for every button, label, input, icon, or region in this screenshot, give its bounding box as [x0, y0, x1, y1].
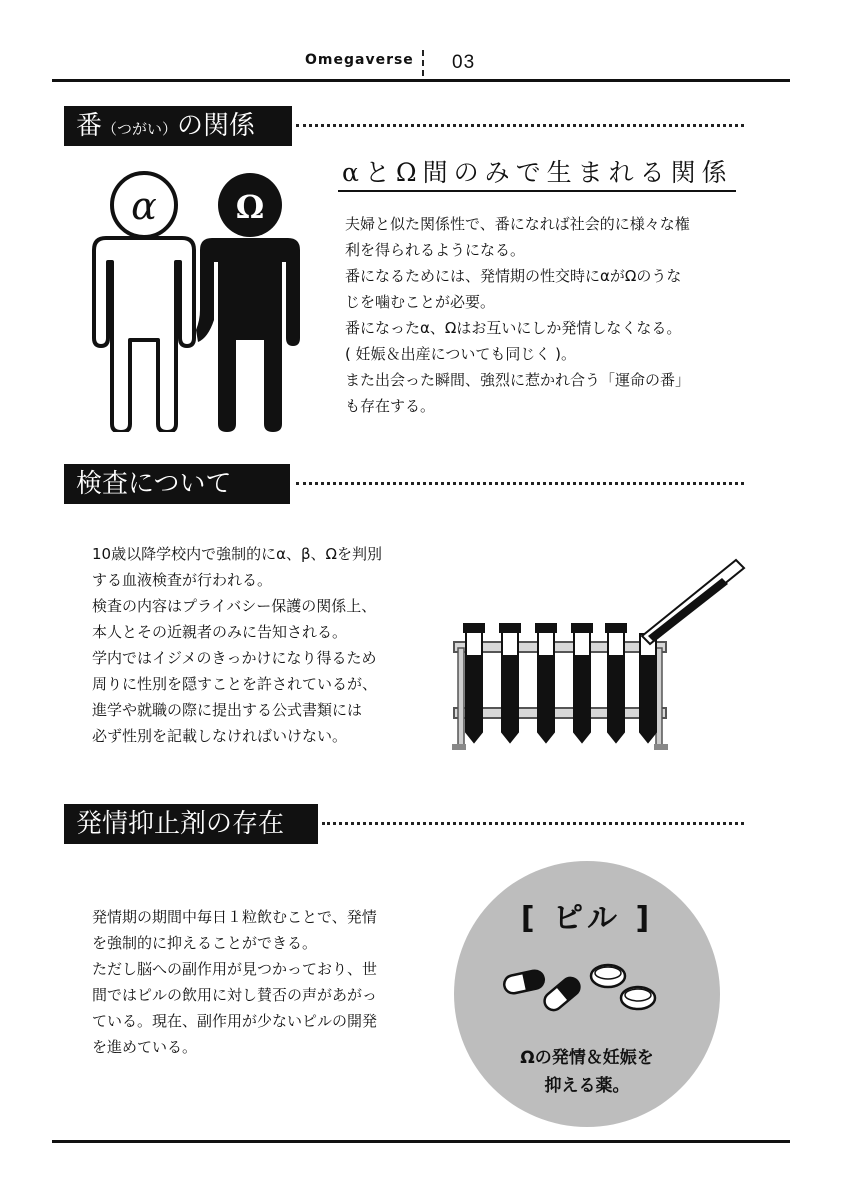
blood-test-tubes-icon	[452, 556, 750, 756]
omega-person-icon	[196, 173, 300, 432]
section1-subheading: αとΩ間のみで生まれる関係	[342, 158, 733, 187]
footer-rule	[52, 1140, 790, 1143]
section1-body: 夫婦と似た関係性で、番になれば社会的に様々な権 利を得られるようになる。 番になるためには、発情期の性交時にαがΩのうな じを噛むことが必要。 番になったα、Ωはお互いにしか発情しなくなる。 ( 妊娠＆出産についても同じく )。 また出会った瞬間、強烈に惹かれ合う「運命の番」 も存在する。	[345, 215, 691, 415]
pipette-icon	[642, 560, 744, 644]
series-title: Omegaverse	[305, 52, 414, 68]
heading-dotted-line	[296, 124, 744, 127]
pill-title: [ ピル ]	[520, 901, 654, 936]
section-heading-suppressant: 発情抑止剤の存在	[64, 804, 318, 844]
pill-caption	[454, 1044, 720, 1100]
pill-caption-line1: Ωの発情＆妊娠を	[520, 1048, 654, 1068]
section-heading-inspection: 検査について	[64, 464, 290, 504]
heading-dotted-line	[322, 822, 744, 825]
header-separator	[422, 50, 426, 76]
heading-reading: （つがい）	[102, 120, 178, 138]
section2-body: 10歳以降学校内で強制的にα、β、Ωを判別 する血液検査が行われる。 検査の内容はプライバシー保護の関係上、 本人とその近親者のみに告知される。 学内ではイジメのきっかけになり得るため 周りに性別を隠すことを許されているが、 進学や就職の際に提出する公式書類には 必ず性別を記載しなければいけない。	[92, 545, 383, 745]
page-number: 03	[452, 52, 476, 73]
header-rule	[52, 79, 790, 82]
heading-main: 番	[76, 111, 103, 141]
subheading-rule	[338, 190, 736, 192]
alpha-omega-figure	[76, 170, 316, 432]
section3-body: 発情期の期間中毎日１粒飲むことで、発情 を強制的に抑えることができる。 ただし脳への副作用が見つかっており、世 間ではピルの飲用に対し賛否の声があがっ ている。現在、副作用が少ないピルの開発 を進めている。	[92, 908, 378, 1056]
section-heading-tsugai	[64, 106, 292, 146]
pill-caption-line2: 抑える薬。	[544, 1076, 630, 1096]
alpha-person-icon	[94, 173, 194, 432]
heading-dotted-line	[296, 482, 744, 485]
pills-icon	[502, 960, 672, 1020]
omega-symbol: Ω	[235, 188, 265, 226]
alpha-symbol: α	[131, 184, 157, 228]
heading-rest: の関係	[177, 111, 256, 141]
